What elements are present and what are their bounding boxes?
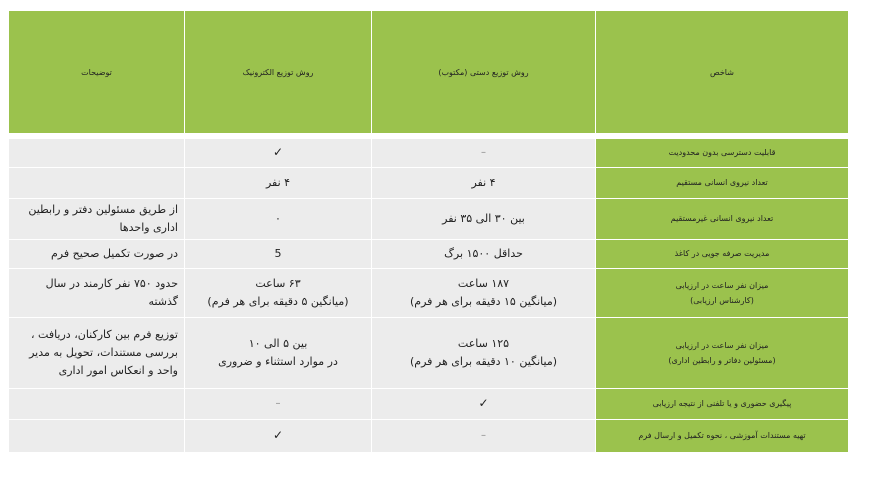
cell-text: ۱۸۷ ساعت: [457, 276, 510, 290]
cell-text: واحد و انعکاس امور اداری: [58, 364, 178, 378]
cell-manual: [372, 420, 596, 453]
cell-text: ۰: [275, 211, 281, 225]
cell-text: مدیریت صرفه جویی در کاغذ: [674, 249, 770, 259]
cell-indicator: [596, 168, 849, 199]
cell-indicator: [596, 420, 849, 453]
header-notes: توضیحات: [9, 11, 185, 134]
cell-manual: [372, 269, 596, 318]
cell-manual: [372, 139, 596, 168]
cell-text: ۱۲۵ ساعت: [457, 336, 510, 350]
cell-text: توزیع فرم بین کارکنان، دریافت ،: [30, 327, 178, 341]
cell-notes: [9, 420, 185, 453]
cell-notes: [9, 240, 185, 269]
header-manual: روش توزیع دستی (مکتوب): [372, 11, 596, 134]
dash-icon: –: [481, 146, 486, 158]
header-electronic: روش توزیع الکترونیک: [185, 11, 372, 134]
cell-manual: [372, 199, 596, 240]
header-row: [9, 11, 849, 134]
cell-notes: [9, 389, 185, 420]
cell-text: (کارشناس ارزیابی): [690, 296, 754, 305]
cell-text: تعداد نیروی انسانی مستقیم: [676, 178, 768, 188]
cell-electronic: [185, 139, 372, 168]
cell-indicator: [596, 199, 849, 240]
cell-indicator: [596, 139, 849, 168]
cell-text: بین ۳۰ الی ۳۵ نفر: [442, 211, 525, 225]
cell-text: (میانگین ۵ دقیقه برای هر فرم): [207, 295, 349, 308]
cell-text: تهیه مستندات آموزشی ، نحوه تکمیل و ارسال فرم: [638, 431, 806, 441]
dash-icon: –: [275, 397, 281, 409]
cell-notes: [9, 199, 185, 240]
cell-text: ۴ نفر: [265, 175, 291, 189]
table-row: [9, 168, 849, 199]
table-row: [9, 240, 849, 269]
cell-text: در موارد استثناء و ضروری: [218, 355, 338, 368]
cell-manual: [372, 318, 596, 389]
cell-notes: [9, 139, 185, 168]
cell-manual: [372, 240, 596, 269]
cell-text: 5: [274, 246, 282, 260]
cell-indicator: [596, 318, 849, 389]
cell-text: (میانگین ۱۰ دقیقه برای هر فرم): [409, 355, 558, 368]
cell-text: تعداد نیروی انسانی غیرمستقیم: [670, 214, 774, 224]
cell-text: حداقل ۱۵۰۰ برگ: [444, 246, 523, 260]
cell-text: اداری واحدها: [119, 221, 178, 234]
check-icon: ✓: [272, 428, 284, 443]
cell-text: (مسئولین دفاتر و رابطین اداری): [668, 356, 776, 365]
table-row: [9, 269, 849, 318]
cell-electronic: [185, 240, 372, 269]
cell-text: حدود ۷۵۰ نفر کارمند در سال: [45, 276, 178, 290]
table-row: [9, 318, 849, 389]
cell-notes: [9, 168, 185, 199]
cell-text: میزان نفر ساعت در ارزیابی: [675, 280, 769, 290]
cell-text: گذشته: [148, 295, 178, 308]
cell-text: میزان نفر ساعت در ارزیابی: [675, 340, 769, 350]
table-row: [9, 199, 849, 240]
cell-electronic: [185, 389, 372, 420]
cell-manual: [372, 389, 596, 420]
cell-text: بین ۵ الی ۱۰: [248, 336, 308, 350]
dash-icon: –: [481, 429, 486, 441]
cell-electronic: [185, 318, 372, 389]
cell-electronic: [185, 199, 372, 240]
table-row: [9, 139, 849, 168]
cell-text: از طریق مسئولین دفتر و رابطین: [28, 202, 178, 216]
cell-indicator: [596, 240, 849, 269]
cell-text: (میانگین ۱۵ دقیقه برای هر فرم): [409, 295, 558, 308]
cell-text: ۴ نفر: [471, 175, 496, 189]
cell-indicator: [596, 389, 849, 420]
cell-notes: [9, 318, 185, 389]
cell-manual: [372, 168, 596, 199]
cell-text: پیگیری حضوری و یا تلفنی از نتیجه ارزیابی: [652, 399, 792, 409]
table-row: [9, 389, 849, 420]
check-icon: ✓: [478, 396, 489, 411]
table-row: [9, 420, 849, 453]
comparison-table: [8, 10, 849, 453]
cell-indicator: [596, 269, 849, 318]
cell-notes: [9, 269, 185, 318]
check-icon: ✓: [272, 145, 284, 160]
cell-text: بررسی مستندات، تحویل به مدیر: [29, 345, 178, 359]
cell-electronic: [185, 420, 372, 453]
cell-text: ۶۳ ساعت: [255, 276, 301, 290]
header-indicator: شاخص: [596, 11, 849, 134]
cell-text: در صورت تکمیل صحیح فرم: [50, 246, 178, 260]
cell-electronic: [185, 269, 372, 318]
cell-electronic: [185, 168, 372, 199]
cell-text: قابلیت دسترسی بدون محدودیت: [668, 148, 776, 158]
